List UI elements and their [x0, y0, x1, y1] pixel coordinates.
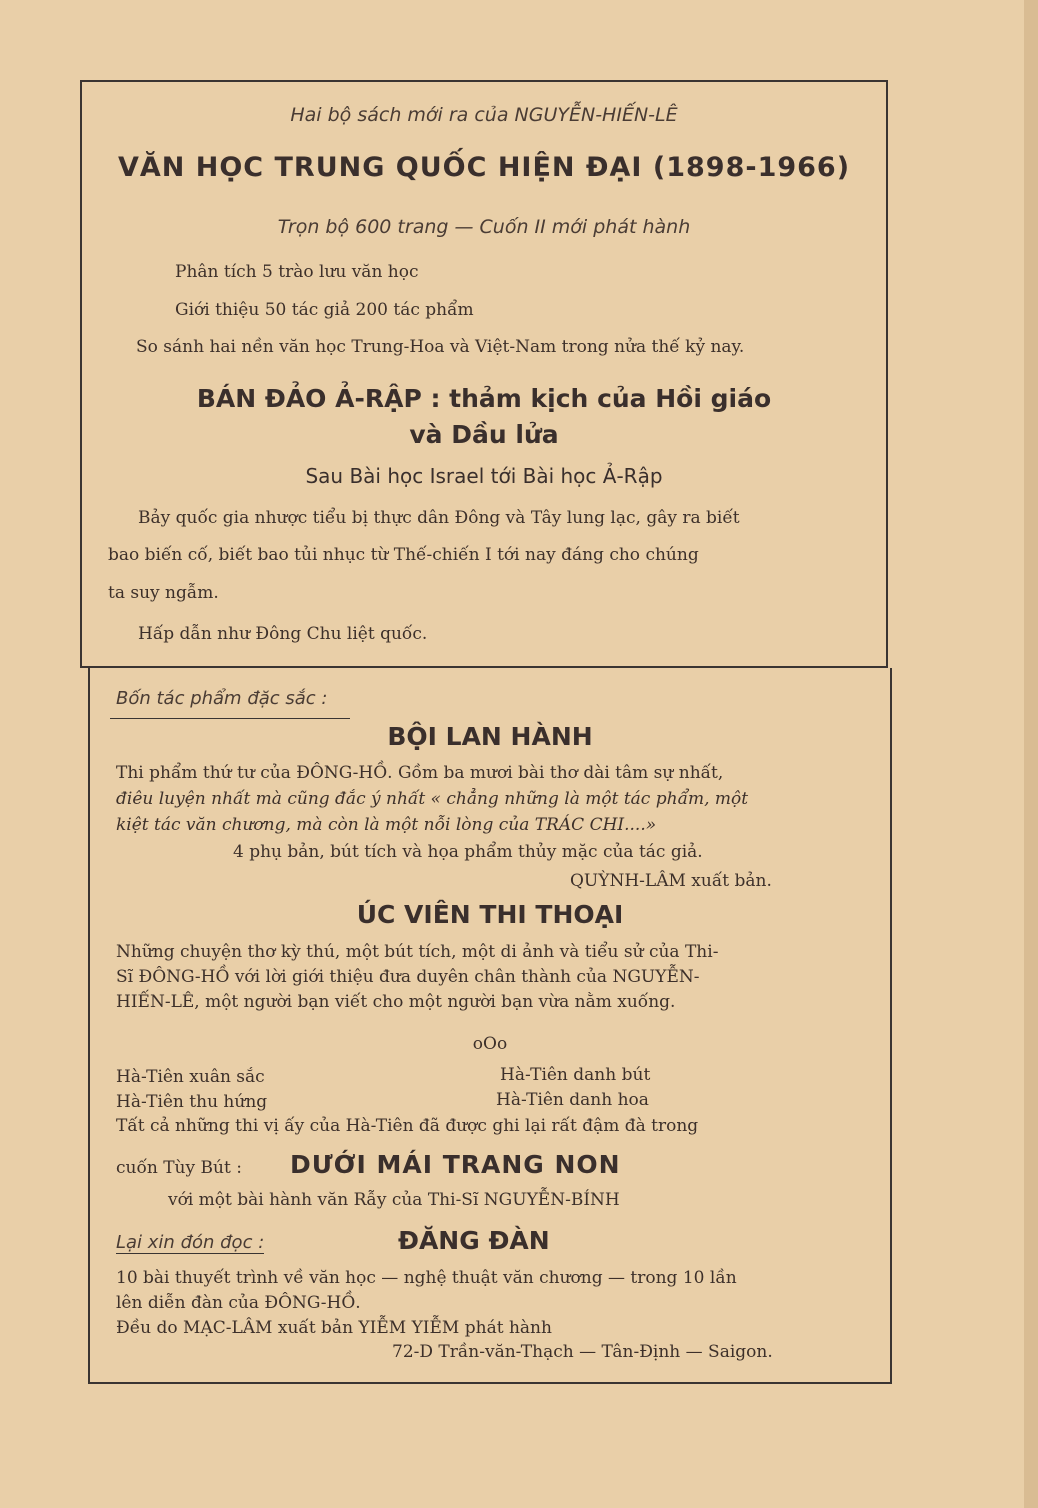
- also-read-label: Lại xin đón đọc :: [116, 1232, 265, 1253]
- poem-left: Hà-Tiên thu hứng: [116, 1092, 268, 1112]
- work2-desc-line: HIẾN-LÊ, một người bạn viết cho một người bạn vừa nằm xuống.: [116, 992, 676, 1012]
- separator: oOo: [472, 1034, 508, 1054]
- work2-desc-line: Sĩ ĐÔNG-HỒ với lời giới thiệu đưa duyên chân thành của NGUYỄN-: [116, 967, 700, 987]
- page-edge: [1024, 0, 1038, 1508]
- poem-left: Hà-Tiên xuân sắc: [116, 1067, 265, 1087]
- poem-right: Hà-Tiên danh bút: [500, 1065, 651, 1085]
- work3-title: DƯỚI MÁI TRANG NON: [290, 1150, 621, 1179]
- work3-after: với một bài hành văn Rẫy của Thi-Sĩ NGUYỄN-BÍNH: [168, 1190, 620, 1210]
- work4-title: ĐĂNG ĐÀN: [398, 1226, 550, 1255]
- book1-point: Giới thiệu 50 tác giả 200 tác phẩm: [175, 300, 474, 320]
- work1-title: BỘI LAN HÀNH: [387, 722, 593, 751]
- work4-desc-line: lên diễn đàn của ĐÔNG-HỒ.: [116, 1293, 361, 1313]
- book2-desc-line: ta suy ngẫm.: [108, 583, 219, 603]
- book2-subtitle: Sau Bài học Israel tới Bài học Ả-Rập: [305, 464, 663, 488]
- work1-desc-line: điêu luyện nhất mà cũng đắc ý nhất « chẳng những là một tác phẩm, một: [116, 789, 749, 809]
- work1-publisher: QUỲNH-LÂM xuất bản.: [570, 871, 772, 891]
- ad1-intro: Hai bộ sách mới ra của NGUYỄN-HIẾN-LÊ: [290, 104, 678, 126]
- book2-desc-line: Bảy quốc gia nhược tiểu bị thực dân Đông và Tây lung lạc, gây ra biết: [138, 508, 740, 528]
- ad-box-dong-ho: [88, 668, 892, 1384]
- ad2-intro: Bốn tác phẩm đặc sắc :: [116, 688, 328, 709]
- work1-desc-line: Thi phẩm thứ tư của ĐÔNG-HỒ. Gồm ba mươi bài thơ dài tâm sự nhất,: [116, 763, 724, 783]
- book2-desc-line: Hấp dẫn như Đông Chu liệt quốc.: [138, 624, 428, 644]
- ad-box-nguyen-hien-le: [80, 80, 888, 668]
- book2-title-line1: BÁN ĐẢO Ả-RẬP : thảm kịch của Hồi giáo: [196, 384, 772, 413]
- book2-title-line2: và Dầu lửa: [409, 420, 559, 449]
- work1-desc-line: 4 phụ bản, bút tích và họa phẩm thủy mặc của tác giả.: [233, 842, 703, 862]
- work2-desc-line: Những chuyện thơ kỳ thú, một bút tích, một di ảnh và tiểu sử của Thi-: [116, 942, 719, 962]
- book1-subtitle: Trọn bộ 600 trang — Cuốn II mới phát hành: [277, 216, 691, 238]
- intro-underline: [110, 718, 350, 719]
- work4-desc-line: Đều do MẠC-LÂM xuất bản YIỄM YIỄM phát hành: [116, 1318, 552, 1338]
- work3-prefix: cuốn Tùy Bút :: [116, 1158, 242, 1178]
- book1-point: So sánh hai nền văn học Trung-Hoa và Việt-Nam trong nửa thế kỷ nay.: [136, 337, 745, 357]
- book2-desc-line: bao biến cố, biết bao tủi nhục từ Thế-chiến I tới nay đáng cho chúng: [108, 545, 699, 565]
- book1-title: VĂN HỌC TRUNG QUỐC HIỆN ĐẠI (1898-1966): [117, 152, 851, 183]
- work4-address: 72-D Trần-văn-Thạch — Tân-Định — Saigon.: [392, 1342, 773, 1362]
- poem-after: Tất cả những thi vị ấy của Hà-Tiên đã được ghi lại rất đậm đà trong: [116, 1116, 699, 1136]
- work4-desc-line: 10 bài thuyết trình về văn học — nghệ thuật văn chương — trong 10 lần: [116, 1268, 737, 1288]
- book1-point: Phân tích 5 trào lưu văn học: [175, 262, 419, 282]
- work1-desc-line: kiệt tác văn chương, mà còn là một nỗi lòng của TRÁC CHI....»: [116, 815, 657, 835]
- poem-right: Hà-Tiên danh hoa: [496, 1090, 649, 1110]
- work2-title: ÚC VIÊN THI THOẠI: [356, 900, 624, 929]
